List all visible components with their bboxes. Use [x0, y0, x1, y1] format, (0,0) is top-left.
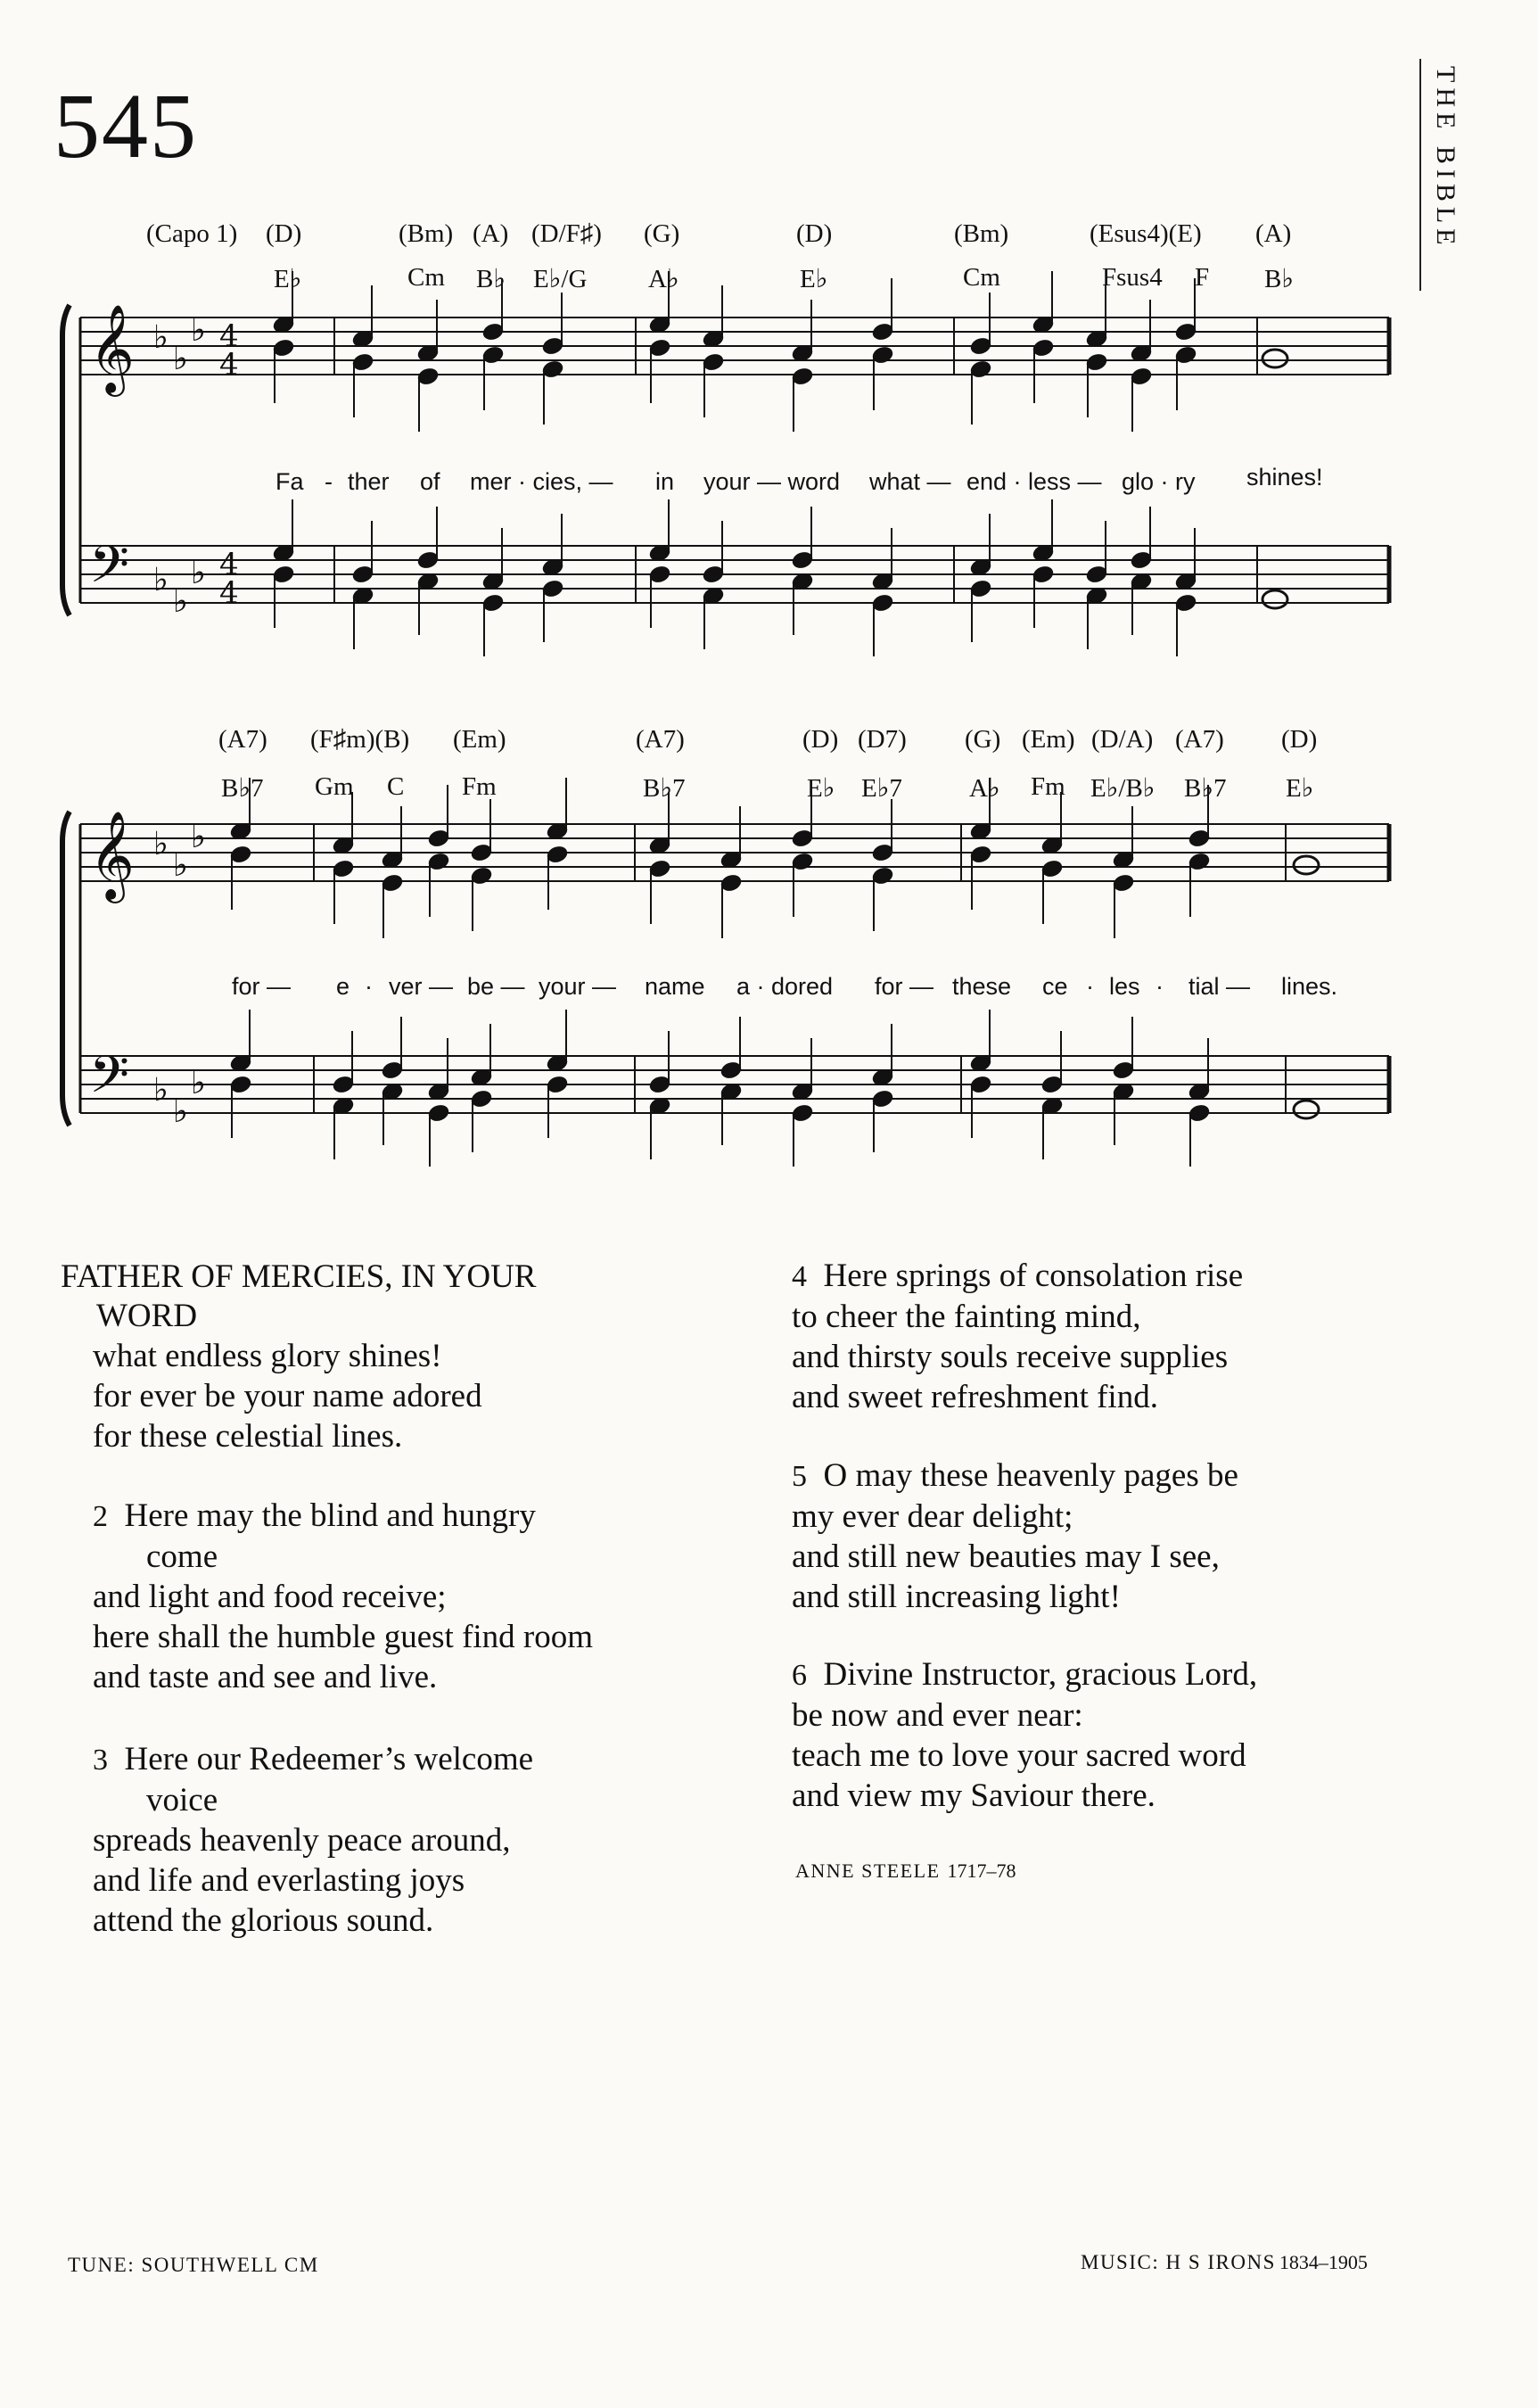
capo-chord: (A): [473, 219, 509, 248]
verse-line: be now and ever near:: [792, 1697, 1083, 1734]
chord: Cm: [407, 263, 445, 292]
capo-chord: (G): [965, 725, 1001, 754]
lyric-syllable: be —: [467, 973, 525, 1000]
lyric-syllable: ce: [1042, 973, 1068, 1000]
verse-line: and taste and see and live.: [93, 1659, 438, 1695]
stanza-3: [93, 1739, 533, 1941]
lyric-syllable: of: [420, 468, 440, 495]
chord: E♭/G: [533, 265, 588, 293]
key-signature-flat: ♭: [173, 583, 188, 620]
half-note: [1262, 350, 1287, 367]
chord: A♭: [648, 265, 679, 293]
verse-line: Here our Redeemer’s welcome: [124, 1741, 534, 1777]
chord: E♭7: [861, 774, 902, 803]
key-signature-flat: ♭: [191, 1065, 206, 1101]
lyric-syllable: ver —: [389, 973, 454, 1000]
capo-chord: (D/A): [1091, 725, 1154, 754]
lyric-syllable: e: [336, 973, 350, 1000]
section-label-text: THE BIBLE: [1431, 66, 1460, 251]
lyric-syllable: mer · cies, —: [470, 468, 613, 495]
bass-clef: 𝄢: [89, 1044, 130, 1117]
stanza-5: [792, 1456, 1238, 1617]
time-signature: 4: [219, 347, 239, 383]
chord: Fm: [1031, 772, 1065, 801]
capo-chord: (D): [802, 725, 839, 754]
lyric-syllable: for —: [875, 973, 934, 1000]
first-line-title: FATHER OF MERCIES, IN YOUR: [61, 1258, 537, 1295]
music-composer: MUSIC: H S IRONS: [1081, 2251, 1276, 2273]
verse-line: and still increasing light!: [792, 1579, 1121, 1615]
verse-line: to cheer the fainting mind,: [792, 1299, 1141, 1335]
verse-number: 5: [792, 1460, 807, 1493]
first-line-title-continued: WORD: [96, 1298, 198, 1334]
verse-line: my ever dear delight;: [792, 1498, 1073, 1535]
chord: E♭: [274, 265, 302, 293]
verse-number: 6: [792, 1659, 807, 1692]
hymn-number: 545: [53, 75, 198, 177]
chord: E♭/B♭: [1090, 774, 1156, 803]
chord: E♭: [800, 265, 828, 293]
capo-chord: (G): [644, 219, 680, 248]
key-signature-flat: ♭: [191, 555, 206, 591]
tune-credit: TUNE: SOUTHWELL CM: [68, 2254, 319, 2276]
capo-chord: (D): [1281, 725, 1318, 754]
stanza-2: [93, 1496, 593, 1697]
chord: E♭: [807, 774, 835, 803]
lyric-syllable: these: [952, 973, 1012, 1000]
key-signature-flat: ♭: [173, 847, 188, 884]
author-name: ANNE STEELE: [795, 1860, 941, 1882]
stanza-6: [792, 1654, 1257, 1816]
verse-line: for these celestial lines.: [93, 1418, 403, 1455]
verse-line: voice: [146, 1782, 218, 1818]
capo-chord: (Bm): [954, 219, 1009, 248]
verse-line: spreads heavenly peace around,: [93, 1822, 511, 1859]
capo-chord: (Em): [1022, 725, 1075, 754]
time-signature: 4: [219, 547, 239, 582]
verse-line: and sweet refreshment find.: [792, 1379, 1158, 1415]
half-note: [1294, 1101, 1319, 1118]
lyric-syllable: your — word: [703, 468, 841, 495]
key-signature-flat: ♭: [153, 562, 169, 598]
chord: B♭: [476, 265, 506, 293]
chord: B♭7: [643, 774, 686, 803]
lyric-syllable: your —: [539, 973, 617, 1000]
lyric-syllable: lines.: [1281, 973, 1338, 1000]
capo-chord: (A7): [218, 725, 267, 754]
music-dates: 1834–1905: [1279, 2251, 1368, 2273]
key-signature-flat: ♭: [153, 319, 169, 356]
lyric-syllable: end · less —: [966, 468, 1102, 495]
key-signature-flat: ♭: [191, 312, 206, 349]
key-signature-flat: ♭: [153, 826, 169, 862]
chord: Gm: [315, 772, 354, 801]
key-signature-flat: ♭: [173, 1093, 188, 1130]
key-signature-flat: ♭: [191, 819, 206, 855]
key-signature-flat: ♭: [153, 1072, 169, 1109]
capo-chord: (Esus4)(E): [1090, 219, 1202, 248]
key-signature-flat: ♭: [173, 341, 188, 377]
half-note: [1262, 590, 1287, 608]
verse-number: 2: [93, 1500, 108, 1533]
chord: Fm: [462, 772, 497, 801]
verse-line: for ever be your name adored: [93, 1378, 482, 1414]
lyric-syllable: shines!: [1246, 464, 1323, 491]
chord: B♭7: [1184, 774, 1227, 803]
time-signature: 4: [219, 318, 239, 354]
verse-line: and light and food receive;: [93, 1579, 447, 1615]
stanza-4: [792, 1256, 1243, 1417]
system-bracket: [62, 812, 70, 1126]
treble-clef: 𝄞: [89, 304, 135, 393]
capo-chord: (D): [266, 219, 302, 248]
chord: B♭7: [221, 774, 264, 803]
lyric-syllable: ·: [1086, 973, 1094, 1000]
first-stanza: [61, 1258, 536, 1456]
verse-line: Here springs of consolation rise: [823, 1258, 1244, 1294]
treble-clef: 𝄞: [89, 811, 135, 900]
time-signature: 4: [219, 575, 239, 611]
chord: C: [387, 772, 405, 801]
verse-line: attend the glorious sound.: [93, 1902, 434, 1939]
capo-chord: (D): [796, 219, 833, 248]
capo-chord: (A7): [1175, 725, 1224, 754]
verse-line: here shall the humble guest find room: [93, 1619, 594, 1655]
capo-chord: (A7): [636, 725, 685, 754]
lyric-syllable: name: [645, 973, 705, 1000]
bass-clef: 𝄢: [89, 534, 130, 607]
lyric-syllable: Fa: [276, 468, 304, 495]
chord: B♭: [1264, 265, 1295, 293]
verse-line: and life and everlasting joys: [93, 1862, 465, 1899]
capo-chord: (F♯m)(B): [310, 725, 410, 754]
verse-line: and view my Saviour there.: [792, 1777, 1156, 1814]
capo-chord: (D/F♯): [531, 219, 602, 248]
lyric-syllable: tial —: [1188, 973, 1251, 1000]
music-credit: [1081, 2251, 1368, 2274]
capo-chord: (Bm): [399, 219, 454, 248]
lyric-syllable: for —: [232, 973, 292, 1000]
lyric-syllable: les: [1109, 973, 1140, 1000]
verse-line: Here may the blind and hungry: [124, 1497, 536, 1534]
lyric-syllable: ·: [1156, 973, 1164, 1000]
verse-line: Divine Instructor, gracious Lord,: [823, 1656, 1258, 1693]
lyric-syllable: what —: [869, 468, 951, 495]
lyric-syllable: ther: [348, 468, 390, 495]
system-bracket: [62, 305, 70, 615]
music-score: [0, 0, 1538, 1177]
lyric-syllable: a · dored: [736, 973, 834, 1000]
verse-line: and still new beauties may I see,: [792, 1538, 1220, 1575]
lyric-syllable: glo · ry: [1122, 468, 1196, 495]
author-credit: [795, 1860, 1016, 1883]
half-note: [1294, 856, 1319, 874]
chord: E♭: [1286, 774, 1314, 803]
chord: Fsus4: [1102, 263, 1163, 292]
verse-line: and thirsty souls receive supplies: [792, 1339, 1229, 1375]
capo-chord: (Capo 1): [146, 219, 238, 248]
capo-chord: (A): [1255, 219, 1292, 248]
verse-line: come: [146, 1538, 218, 1575]
author-dates: 1717–78: [947, 1860, 1016, 1882]
verse-line: what endless glory shines!: [93, 1338, 442, 1374]
lyric-syllable: ·: [365, 973, 373, 1000]
chord: A♭: [969, 774, 1000, 803]
verse-number: 3: [93, 1744, 108, 1777]
chord: F: [1195, 263, 1210, 292]
lyric-syllable: -: [325, 468, 333, 495]
verse-number: 4: [792, 1260, 807, 1293]
capo-chord: (Em): [453, 725, 506, 754]
lyric-syllable: in: [655, 468, 675, 495]
verse-line: teach me to love your sacred word: [792, 1737, 1246, 1774]
capo-chord: (D7): [858, 725, 907, 754]
chord: Cm: [963, 263, 1000, 292]
verse-line: O may these heavenly pages be: [823, 1457, 1238, 1494]
